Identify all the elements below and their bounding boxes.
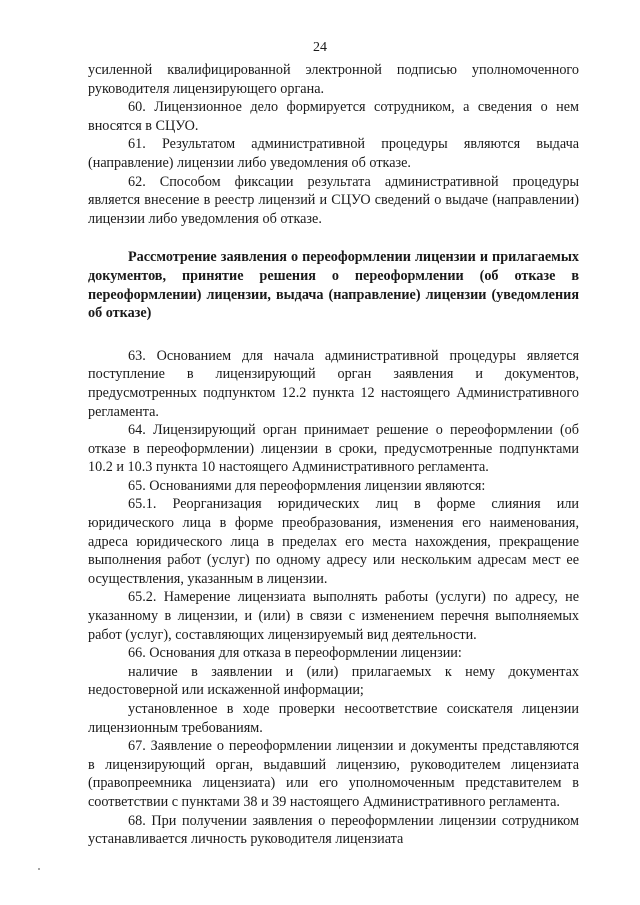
paragraph-64: 64. Лицензирующий орган принимает решение о переоформлении (об отказе в переоформлении) лицензии в сроки, предусмотренные подпунктами 10.2 и 10.3 пункта 10 настоящего Административного регламента.: [88, 422, 579, 476]
paragraph-62: 62. Способом фиксации результата административной процедуры является внесение в реестр лицензий и СЦУО сведений о выдаче (направлении) лицензии либо уведомления об отказе.: [88, 173, 579, 227]
paragraph-66: 66. Основания для отказа в переоформлении лицензии:: [128, 645, 462, 662]
paragraph-61: 61. Результатом административной процедуры являются выдача (направление) лицензии либо уведомления об отказе.: [88, 136, 579, 171]
scan-speck: [38, 868, 40, 870]
paragraph-66-item-2: установленное в ходе проверки несоответствие соискателя лицензии лицензионным требованиям.: [88, 701, 579, 736]
section-heading: Рассмотрение заявления о переоформлении лицензии и прилагаемых документов, принятие решения о переоформлении (об отказе в переоформлении) лицензии, выдача (направление) лицензии (уведомления об отказе): [88, 249, 579, 322]
paragraph-65-2: 65.2. Намерение лицензиата выполнять работы (услуги) по адресу, не указанному в лицензии, и (или) в связи с изменением перечня выполняемых работ (услуг), составляющих лицензируемый вид деятельности.: [88, 589, 579, 643]
paragraph-65: 65. Основаниями для переоформления лицензии являются:: [128, 477, 486, 494]
paragraph-66-item-1: наличие в заявлении и (или) прилагаемых к нему документах недостоверной или искаженной информации;: [88, 663, 579, 699]
paragraph-continuation: усиленной квалифицированной электронной подписью уполномоченного руководителя лицензирующего органа.: [88, 62, 579, 97]
paragraph-67: 67. Заявление о переоформлении лицензии и документы представляются в лицензирующий орган, выдавший лицензию, руководителем лицензиата (правопреемника лицензиата) или его уполномоченным представителем в соответствии с пунктами 38 и 39 настоящего Административного регламента.: [88, 738, 579, 810]
paragraph-68: 68. При получении заявления о переоформлении лицензии сотрудником устанавливается личность руководителя лицензиата: [88, 812, 579, 848]
paragraph-60: 60. Лицензионное дело формируется сотрудником, а сведения о нем вносятся в СЦУО.: [88, 99, 579, 134]
paragraph-63: 63. Основанием для начала административной процедуры является поступление в лицензирующий орган заявления и документов, предусмотренных подпунктом 12.2 пункта 12 настоящего Административного регламента.: [88, 347, 579, 420]
document-body: [88, 61, 579, 849]
page-number: 24: [313, 40, 327, 55]
paragraph-65-1: 65.1. Реорганизация юридических лиц в форме слияния или юридического лица в форме преобразования, изменения его наименования, адреса юридического лица в пределах его места нахождения, прекращение выполнения работ (услуг) по одному адресу или нескольким адресам мест ее осуществления, указанным в лицензии.: [88, 496, 579, 587]
